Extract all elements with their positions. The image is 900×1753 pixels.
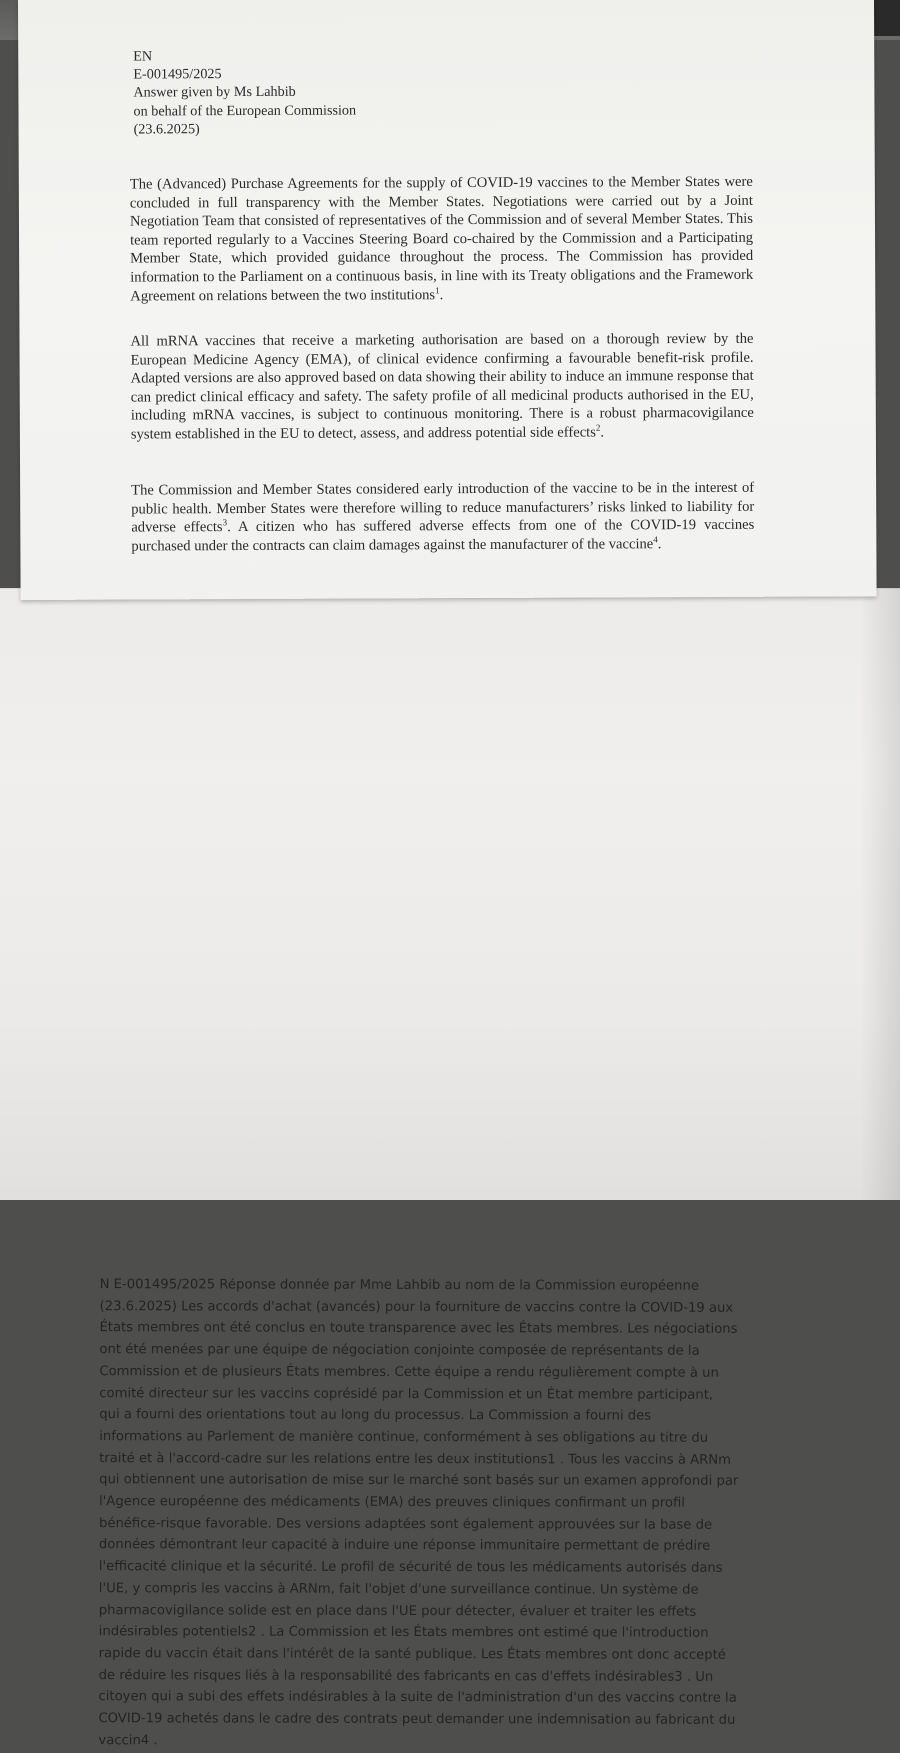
footnote-marker: 3	[222, 517, 228, 528]
french-line: qui a fourni des orientations tout au long du processus. La Commission a fourni des	[99, 1407, 652, 1424]
french-line: bénéfice-risque favorable. Des versions adaptées sont également approuvées sur la base de	[98, 1515, 713, 1533]
french-line: pharmacovigilance solide est en place dans l'UE pour détecter, évaluer et traiter les effets	[98, 1602, 697, 1620]
paragraph-text: . A citizen who has suffered adverse effects from one of the COVID-19 vaccines purchased under the contracts can claim damages against the manufacturer of the vaccine	[131, 516, 755, 555]
french-line: (23.6.2025) Les accords d'achat (avancés) pour la fourniture de vaccins contre la COVID-19 aux	[99, 1298, 734, 1316]
french-line: vaccin4 .	[98, 1732, 158, 1749]
footnote-marker: 1	[435, 284, 440, 295]
french-line: comité directeur sur les vaccins coprésidé par la Commission et un État membre participant,	[99, 1385, 714, 1403]
answer-date: (23.6.2025)	[133, 121, 200, 138]
paragraph-text: The (Advanced) Purchase Agreements for the supply of COVID-19 vaccines to the Member States were concluded in full transparency with the Member States. Negotiations were carried out by a Joint Negotiation Team that consisted of representatives of the Commission and of several Member States. This team reported regularly to a Vaccines Steering Board co-chaired by the Commission and a Participating Member State, which provided guidance throughout the process. The Commission has provided information to the Parliament on a continuous basis, in line with its Treaty obligations and the Framework Agreement on relations between the two institutions	[129, 173, 754, 305]
paragraph-end: .	[657, 535, 662, 552]
french-line: informations au Parlement de manière continue, conformément à ses obligations au titre du	[99, 1429, 709, 1446]
french-page	[0, 588, 900, 1749]
footnote-marker: 4	[653, 534, 658, 545]
paragraph-safety	[130, 330, 753, 444]
english-page	[18, 0, 877, 600]
answer-author: Answer given by Ms Lahbib	[133, 84, 296, 101]
language-code: EN	[133, 48, 153, 65]
french-line: N E-001495/2025 Réponse donnée par Mme Lahbib au nom de la Commission européenne	[99, 1277, 699, 1294]
french-line: traité et à l'accord-cadre sur les relations entre les deux institutions1 . Tous les vaccins à ARNm	[99, 1450, 732, 1468]
on-behalf-line: on behalf of the European Commission	[133, 102, 357, 120]
french-line: qui obtiennent une autorisation de mise sur le marché sont basés sur un examen approfondi par	[99, 1472, 739, 1490]
french-line: citoyen qui a subi des effets indésirables à la suite de l'administration d'un des vaccins contre la	[98, 1689, 737, 1707]
french-line: indésirables potentiels2 . La Commission et les États membres ont estimé que l'introduction	[98, 1624, 709, 1641]
paragraph-procurement	[130, 173, 754, 306]
paragraph-end: .	[439, 286, 444, 303]
question-reference: E-001495/2025	[133, 66, 222, 83]
french-line: ont été menées par une équipe de négociation conjointe composée de représentants de la	[99, 1342, 700, 1359]
document-header	[133, 47, 356, 139]
paragraph-end: .	[600, 424, 605, 441]
french-line: Commission et de plusieurs États membres. Cette équipe a rendu régulièrement compte à un	[99, 1363, 719, 1381]
french-line: l'Agence européenne des médicaments (EMA) des preuves cliniques confirmant un profil	[99, 1494, 685, 1511]
footnote-marker: 2	[595, 422, 601, 433]
french-line: l'UE, y compris les vaccins à ARNm, fait l'objet d'une surveillance continue. Un système de	[98, 1580, 699, 1598]
french-line: données démontrant leur capacité à induire une réponse immunitaire permettant de prédire	[98, 1537, 711, 1555]
french-line: de réduire les risques liés à la responsabilité des fabricants en cas d'effets indésirables3 . Un	[98, 1667, 714, 1685]
paragraph-text: The Commission and Member States considered early introduction of the vaccine to be in the interest of public health. Member States were therefore willing to reduce manufacturers’ risks linked to liability for adverse effects	[131, 479, 755, 536]
french-line: COVID-19 achetés dans le cadre des contrats peut demander une indemnisation au fabricant du	[98, 1711, 736, 1728]
paragraph-liability	[131, 479, 754, 556]
paragraph-text: All mRNA vaccines that receive a marketing authorisation are based on a thorough review by the European Medicine Agency (EMA), of clinical evidence confirming a favourable benefit-risk profile. Adapted versions are also approved based on data showing their ability to induce an immune response that can predict clinical efficacy and safety. The safety profile of all medicinal products authorised in the EU, including mRNA vaccines, is subject to continuous monitoring. There is a robust pharmacovigilance system established in the EU to detect, assess, and address potential side effects	[130, 330, 754, 443]
french-line: l'efficacité clinique et la sécurité. Le profil de sécurité de tous les médicaments autorisés dans	[98, 1559, 723, 1576]
french-line: États membres ont été conclus en toute transparence avec les États membres. Les négociations	[99, 1320, 738, 1338]
page-shadow	[860, 588, 900, 1200]
french-line: rapide du vaccin était dans l'intérêt de la santé publique. Les États membres ont donc accepté	[98, 1646, 726, 1663]
french-translation-text	[98, 1274, 749, 1753]
